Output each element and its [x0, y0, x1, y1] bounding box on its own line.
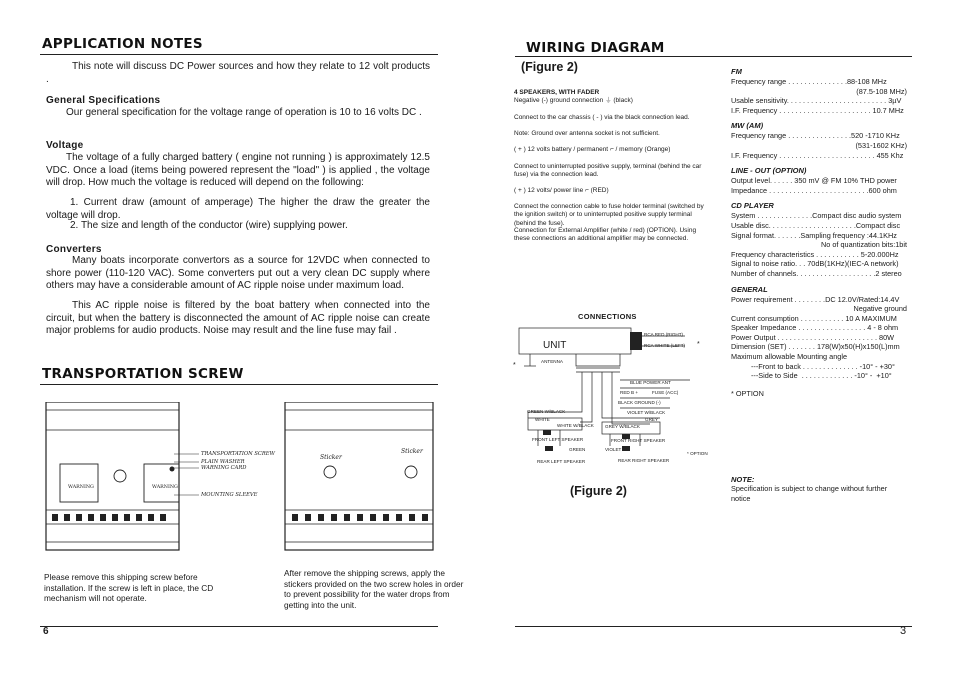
intro-paragraph: This note will discuss DC Power sources and how they relate to 12 volt products .: [46, 61, 430, 85]
spec-fm-if: I.F. Frequency . . . . . . . . . . . . . . . . . . . . . . . 10.7 MHz: [731, 105, 904, 115]
converters-text-1: Many boats incorporate convertors as a source for 12VDC when connected to shore power (110-120 VAC). Some converters put out a very clean DC supply where others may have a considerable amount of AC ripple noise under maximum load.: [46, 255, 430, 292]
green-label: GREEN: [569, 447, 586, 452]
spec-general-mount: Maximum allowable Mounting angle: [731, 352, 847, 362]
page-number-left: 6: [43, 626, 49, 637]
footer-rule-left: [40, 626, 438, 627]
spec-general-front-back: ---Front to back . . . . . . . . . . . . . . -10° - +30°: [751, 361, 895, 371]
spec-cd-heading: CD PLAYER: [731, 201, 774, 211]
grey-label: GREY: [645, 417, 659, 422]
spec-fm-frequency: Frequency range . . . . . . . . . . . . . . .88-108 MHz: [731, 77, 887, 86]
option-label-diagram: * OPTION: [687, 451, 708, 456]
transportation-screw-title: TRANSPORTATION SCREW: [42, 366, 244, 382]
violet-label: VIOLET: [605, 447, 622, 452]
specifications: [731, 67, 907, 398]
voltage-heading: Voltage: [46, 140, 84, 151]
spec-mw-frequency: Frequency range . . . . . . . . . . . . . . . .520 -1710 KHz: [731, 131, 900, 141]
black-ground-label: BLACK GROUND (-): [618, 400, 661, 405]
spec-general-dimension: Dimension (SET) . . . . . . . 178(W)x50(H)x150(L)mm: [731, 342, 900, 352]
title-rule-left: [40, 54, 438, 55]
green-black-label: GREEN W/BLACK: [527, 409, 566, 414]
violet-black-label: VIOLET W/BLACK: [627, 410, 666, 415]
note-chassis: Connect to the car chassis ( - ) via the black connection lead.: [514, 114, 690, 121]
spec-general-neg-ground: Negative ground: [853, 304, 907, 314]
rca-red-label: RCA RED (RIGHT): [644, 332, 684, 337]
warning-card-left: WARNING: [68, 485, 94, 490]
spec-general-power-out: Power Output . . . . . . . . . . . . . . . . . . . . . . . . . 80W: [731, 332, 895, 342]
spec-note-heading: NOTE:: [731, 475, 755, 484]
spec-cd-signal: Signal format. . . . . . .Sampling frequency :44.1KHz: [731, 230, 897, 240]
note-n1b-text: (black): [613, 97, 633, 104]
voltage-item-2: 2. The size and length of the conductor (wire) supplying power.: [70, 220, 348, 231]
grey-black-label: GREY W/BLACK: [605, 424, 640, 429]
spec-lineout-output: Output level. . . . . . 350 mV @ FM 10% THD power: [731, 176, 897, 186]
spec-option: * OPTION: [731, 388, 764, 398]
spec-note-text: Specification is subject to change without further notice: [731, 484, 888, 503]
note-uninterrupted: Connect to uninterrupted positive supply, terminal (behind the car fuse) via the connection lead.: [514, 163, 702, 179]
spec-cd-channels: Number of channels. . . . . . . . . . . . . . . . . . . .2 stereo: [731, 268, 902, 278]
unit-label: UNIT: [543, 340, 567, 351]
spec-general-impedance: Speaker Impedance . . . . . . . . . . . . . . . . . 4 - 8 ohm: [731, 323, 899, 333]
spec-general-heading: GENERAL: [731, 284, 768, 294]
spec-fm-sensitivity: Usable sensitivity. . . . . . . . . . . . . . . . . . . . . . . . . 3µV: [731, 96, 902, 106]
spec-general-current: Current consumption . . . . . . . . . . . 10 A MAXIMUM: [731, 313, 897, 323]
white-label: WHITE: [535, 417, 550, 422]
footer-rule-right: [515, 626, 912, 627]
general-spec-heading: General Specifications: [46, 95, 161, 106]
spec-cd-freqchar: Frequency characteristics . . . . . . . . . . . 5-20.000Hz: [731, 249, 899, 259]
figure-label-top: (Figure 2): [521, 60, 578, 74]
wiring-notes-heading: 4 SPEAKERS, WITH FADER: [514, 89, 600, 96]
general-spec-text: Our general specification for the voltage range of operation is 10 to 16 volts DC .: [66, 107, 422, 118]
spec-cd-quant: No of quantization bits:1bit: [821, 240, 907, 250]
star-rca: *: [697, 341, 700, 348]
voltage-text: The voltage of a fully charged battery ( engine not running ) is approximately 12.5 VDC. Once a load (items being powered represent the "load" ) is applied , the voltage will drop. How much the voltage is reduced will depend on the following:: [46, 152, 430, 189]
transport-caption-1: Please remove this shipping screw before installation. If the screw is left in place, the CD mechanism will not operate.: [44, 572, 214, 603]
blue-power-label: BLUE POWER ANT: [630, 380, 671, 385]
connections-title: CONNECTIONS: [578, 312, 637, 321]
wiring-diagram-title: WIRING DIAGRAM: [526, 40, 665, 56]
sticker-figure: [284, 402, 436, 552]
note-n1-text: Negative (-) ground connection: [514, 97, 604, 104]
warning-card-right: WARNING: [152, 485, 178, 490]
ground-symbol-icon: ⏚: [605, 97, 612, 104]
title-rule-right: [515, 56, 912, 57]
switch-symbol-icon: ⌐: [609, 146, 614, 153]
label-warning-card: WARNING CARD: [201, 465, 247, 471]
fuse-acc-label: FUSE (ACC): [652, 390, 679, 395]
note-n6-text: ( + ) 12 volts/ power line: [514, 187, 584, 194]
note-powerline: [514, 187, 714, 195]
rca-white-label: RCA WHITE (LEFT): [644, 343, 686, 348]
spec-lineout-impedance: Impedance . . . . . . . . . . . . . . . . . . . . . . . . .600 ohm: [731, 185, 897, 195]
label-transportation-screw: TRANSPORTATION SCREW: [201, 451, 275, 457]
spec-mw-heading: MW (AM): [731, 121, 764, 131]
spec-general-power-req: Power requirement . . . . . . . .DC 12.0V/Rated:14.4V: [731, 294, 900, 304]
converters-text-2: This AC ripple noise is filtered by the boat battery when connected into the circuit, but when the battery is disconnected the amount of AC ripple noise can create major problems for audio products. Noise may result and the line fuse may fail .: [46, 300, 430, 337]
transportation-screw-figure: [44, 402, 274, 552]
front-left-label: FRONT LEFT SPEAKER: [532, 437, 584, 442]
label-mounting-sleeve: MOUNTING SLEEVE: [201, 492, 258, 498]
note-battery: [514, 146, 714, 154]
note-ground-antenna: Note: Ground over antenna socket is not sufficient.: [514, 130, 660, 137]
spec-general-side-side: ---Side to Side . . . . . . . . . . . . . -10° - +10°: [751, 371, 892, 381]
red-b-label: RED B +: [620, 390, 638, 395]
spec-fm-frequency-2: (87.5-108 MHz): [856, 86, 907, 96]
rear-right-label: REAR RIGHT SPEAKER: [618, 458, 670, 463]
note-fuse-holder: Connect the connection cable to fuse holder terminal (switched by the ignition switch) or to uninterrupted positive supply terminal (behind the fuse).: [514, 203, 704, 227]
star-antenna: *: [513, 362, 516, 369]
page-number-right: 3: [900, 625, 907, 637]
spec-lineout-heading: LINE - OUT (OPTION): [731, 166, 807, 176]
converters-heading: Converters: [46, 244, 102, 255]
title-rule-transport: [40, 384, 438, 385]
note-n4b-text: / memory (Orange): [615, 146, 671, 153]
transport-caption-2: After remove the shipping screws, apply the stickers provided on the two screw holes in order to prevent possibility for the water drops from getting into the unit.: [284, 568, 464, 610]
spec-fm-heading: FM: [731, 67, 742, 76]
spec-cd-snr: Signal to noise ratio. . . 70dB(1KHz)(IEC-A network): [731, 259, 899, 269]
voltage-item-1: 1. Current draw (amount of amperage) The higher the draw the greater the voltage will drop.: [46, 197, 430, 221]
antenna-label: ANTENNA: [541, 359, 563, 364]
spec-cd-disc: Usable disc. . . . . . . . . . . . . . . . . . . . . .Compact disc: [731, 220, 901, 230]
spec-cd-system: System . . . . . . . . . . . . . .Compact disc audio system: [731, 211, 902, 221]
sticker-label-right: Sticker: [401, 448, 423, 455]
spec-mw-if: I.F. Frequency . . . . . . . . . . . . . . . . . . . . . . . . 455 Khz: [731, 150, 904, 160]
note-negative-ground: [514, 97, 714, 105]
sticker-label-left: Sticker: [320, 454, 342, 461]
note-amplifier: Connection for External Amplifier (white / red) (OPTION). Using these connections an additional amplifier may be connected.: [514, 227, 697, 243]
spec-mw-frequency-2: (531-1602 KHz): [855, 140, 907, 150]
rear-left-label: REAR LEFT SPEAKER: [537, 459, 586, 464]
switch-symbol-icon-2: ⌐: [585, 187, 589, 194]
label-plain-washer: PLAIN WASHER: [201, 459, 245, 465]
note-n4-text: ( + ) 12 volts battery / permanent: [514, 146, 609, 153]
application-notes-title: APPLICATION NOTES: [42, 36, 203, 52]
front-right-label: FRONT RIGHT SPEAKER: [611, 438, 666, 443]
white-black-label: WHITE W/BLACK: [557, 423, 594, 428]
figure-label-bottom: (Figure 2): [570, 484, 627, 498]
note-n6b-text: (RED): [590, 187, 609, 194]
